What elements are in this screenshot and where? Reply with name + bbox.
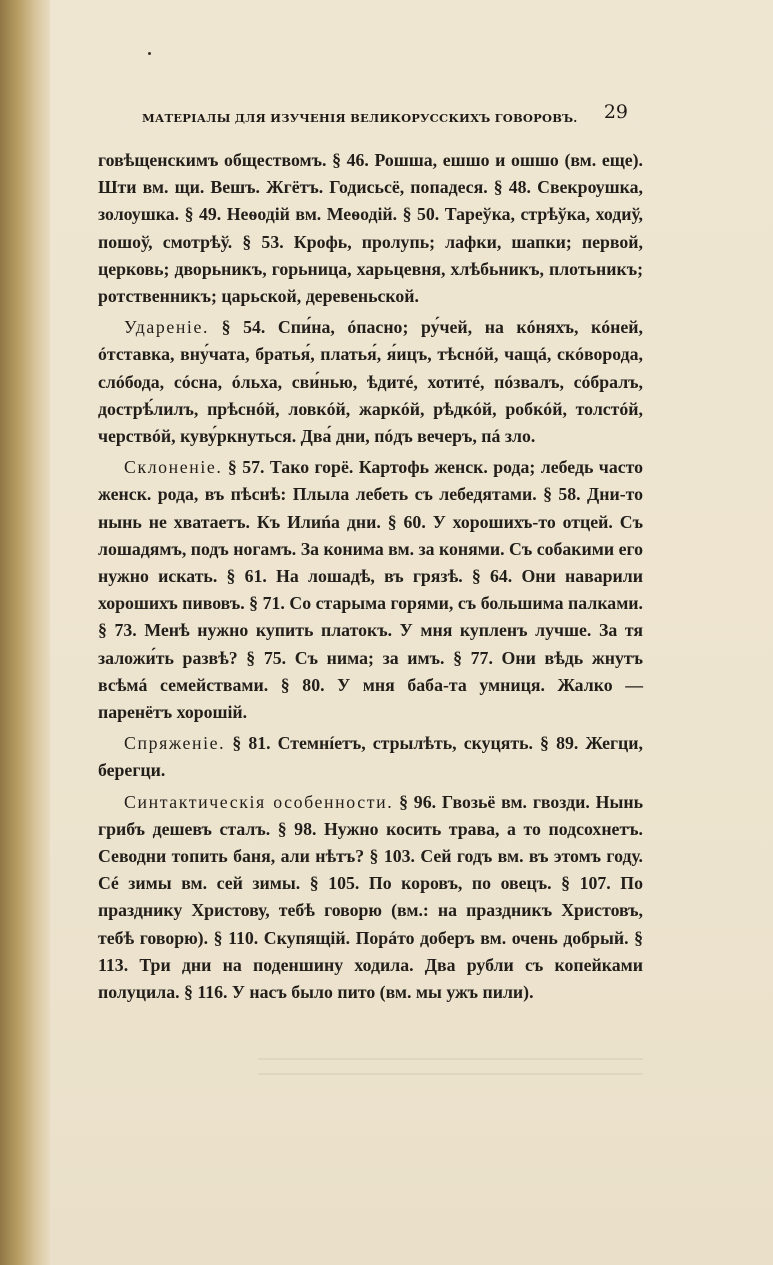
paragraph-continuation	[98, 147, 643, 310]
section-label-conjugation: Спряженіе.	[124, 733, 226, 754]
book-spine-shadow	[0, 0, 50, 1265]
paragraph-text: § 96. Гвозьё вм. гвозди. Нынь грибъ дешевъ сталъ. § 98. Нужно косить трава, а то подсохнетъ. Севодни топить баня, али нѣтъ? § 103. Сей годъ вм. въ этомъ году. Сé зимы вм. сей зимы. § 105. По коровъ, по овецъ. § 107. По празднику Христову, тебѣ говорю (вм.: на праздникъ Христовъ, тебѣ говорю). § 110. Скупящій. Порáто доберъ вм. очень добрый. § 113. Три дни на поденшину ходила. Два рубли съ копейками полуцила. § 116. У насъ было пито (вм. мы ужъ пили).	[98, 791, 643, 1003]
paragraph-syntax	[98, 789, 643, 1007]
show-through-text	[258, 1058, 643, 1088]
section-label-syntax: Синтактическія особенности.	[124, 791, 394, 812]
page-body	[98, 147, 643, 1006]
running-header	[98, 100, 628, 130]
paragraph-conjugation	[98, 730, 643, 784]
paragraph-text: § 57. Тако горё. Картофь женск. рода; лебедь часто женск. рода, въ пѣснѣ: Плыла лебеть съ лебедятами. § 58. Дни-то нынь не хватаетъ. Къ Илиńа дни. § 60. У хорошихъ-то отцей. Съ лошадямъ, подъ ногамъ. За конима вм. за конями. Съ собакими его нужно искать. § 61. На лошадѣ, въ грязѣ. § 64. Они наварили хорошихъ пивовъ. § 71. Со старыма горями, съ большима палками. § 73. Менѣ нужно купить платокъ. У мня купленъ лучше. За тя заложи́ть развѣ? § 75. Съ нима; за имъ. § 77. Они вѣдь жнутъ всѣмá семействами. § 80. У мня баба-та умниця. Жалко — паренётъ хорошій.	[98, 457, 643, 723]
paragraph-text: § 81. Стемнíетъ, стрылѣть, скуцять. § 89. Жегци, берегци.	[98, 733, 643, 781]
section-label-declension: Склоненіе.	[124, 457, 223, 478]
ink-speck	[148, 52, 151, 55]
running-title: МАТЕРІАЛЫ ДЛЯ ИЗУЧЕНІЯ ВЕЛИКОРУССКИХЪ ГОВОРОВЪ.	[142, 111, 578, 125]
page-number: 29	[603, 101, 628, 123]
paragraph-stress	[98, 314, 643, 450]
paragraph-declension	[98, 454, 643, 726]
section-label-stress: Удареніе.	[124, 317, 210, 338]
paragraph-text: § 54. Спи́на, óпасно; ру́чей, на кóняхъ, кóней, óтставка, вну́чата, братья́, платья́, я́ицъ, тѣснóй, чащá, скóворода, слóбода, сóсна, óльха, сви́нью, ѣдитé, хотитé, пóзвалъ, сóбралъ, дострѣ́лилъ, прѣснóй, ловкóй, жаркóй, рѣдкóй, робкóй, толстóй, черствóй, куву́ркнуться. Два́ дни, пóдъ вечеръ, пá зло.	[98, 317, 643, 447]
paragraph-text: говѣщенскимъ обществомъ. § 46. Рошша, ешшо и ошшо (вм. еще). Шти вм. щи. Вешъ. Жгётъ. Годисьсё, попадеся. § 48. Свекроушка, золоушка. § 49. Неѳодій вм. Меѳодій. § 50. Тареўка, стрѣўка, ходиў, пошоў, смотрѣў. § 53. Крофь, пролупь; лафки, шапки; первой, церковь; дворьникъ, горьница, харьцевня, хлѣбьникъ, плотьникъ; ротственникъ; царьской, деревеньской.	[98, 150, 643, 307]
